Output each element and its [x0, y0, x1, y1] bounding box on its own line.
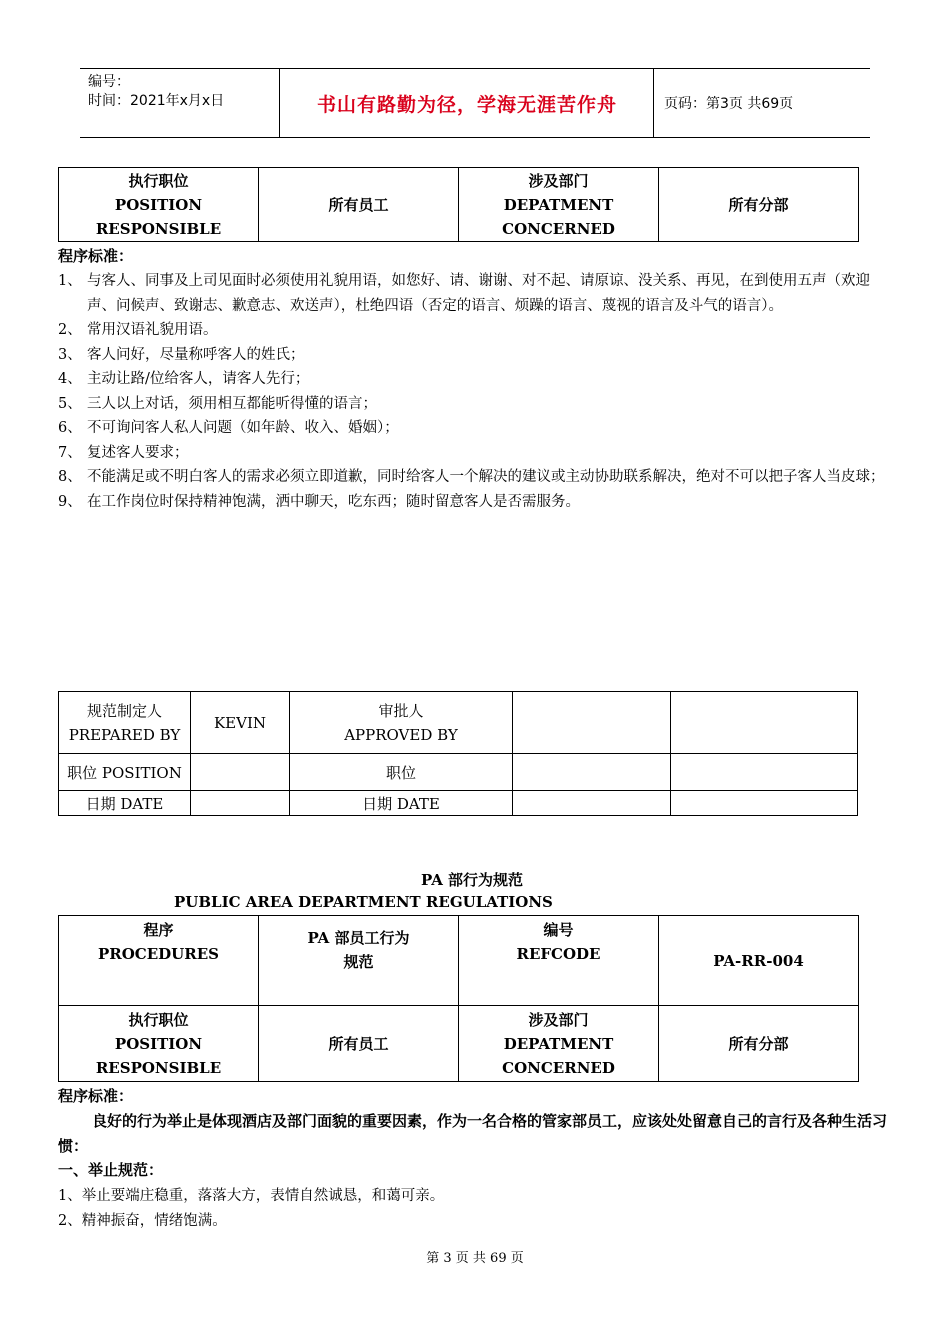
date-label-2: 日期 DATE: [290, 791, 513, 816]
list-item-number: 4、: [58, 371, 82, 387]
refcode-cn: 编号: [543, 921, 574, 939]
dept-en: DEPATMENT: [503, 195, 614, 214]
date-value-2: [513, 791, 671, 816]
refcode-header-cell: [459, 916, 659, 1006]
list-item: [58, 318, 898, 343]
list-item-text: 复述客人要求；: [87, 444, 189, 461]
position-en-2: RESPONSIBLE: [95, 219, 222, 238]
list-item-number: 3、: [58, 346, 82, 363]
list-item-text: 不能满足或不明白客人的需求必须立即道歉，同时给客人一个解决的建议或主动协助联系解决，绝对不可以把子客人当皮球；: [87, 469, 885, 485]
list-item: [58, 269, 898, 318]
dept-en-2: CONCERNED: [502, 219, 615, 238]
header-meta: [80, 69, 280, 137]
position-value-1: [191, 754, 290, 791]
position-en-3: POSITION: [114, 1034, 203, 1053]
dept-value-doc2: 所有分部: [659, 1006, 859, 1082]
prepared-en: PREPARED BY: [68, 725, 181, 744]
procedure-value-line2: 规范: [343, 953, 374, 971]
procedure-table: [58, 915, 859, 1082]
list-item: [58, 367, 898, 392]
procedure-header-cell: [59, 916, 259, 1006]
list-item-number: 5、: [58, 395, 82, 412]
list-item: [58, 490, 898, 515]
standards-list: [58, 269, 898, 514]
position-value-doc2: 所有员工: [259, 1006, 459, 1082]
standards-label: 程序标准：: [58, 247, 134, 265]
list-item: [58, 441, 898, 466]
position-en-4: RESPONSIBLE: [95, 1058, 222, 1077]
position-cn-2: 执行职位: [128, 1010, 189, 1029]
date-value-3: [671, 791, 858, 816]
rule-line-1: 1、举止要端庄稳重，落落大方，表情自然诚恳，和蔼可亲。: [58, 1188, 445, 1204]
number-label: 编号：: [88, 74, 130, 90]
dept-cn: 涉及部门: [528, 171, 589, 190]
section-heading: 一、举止规范：: [58, 1161, 164, 1179]
dept-en-4: CONCERNED: [502, 1058, 615, 1077]
rule-line-2: 2、精神振奋，情绪饱满。: [58, 1213, 227, 1229]
list-item-number: 1、: [58, 273, 82, 289]
position-header-cell: [59, 168, 259, 242]
prepared-by-cell: [59, 692, 191, 754]
approved-cn: 审批人: [378, 701, 424, 720]
position-value: 所有员工: [259, 168, 459, 242]
position-value-3: [671, 754, 858, 791]
list-item-text: 三人以上对话，须用相互都能听得懂的语言；: [87, 395, 377, 412]
refcode-en: REFCODE: [516, 945, 601, 963]
position-value-2: [513, 754, 671, 791]
list-item-text: 主动让路/位给客人，请客人先行；: [87, 371, 310, 387]
position-header-cell-2: [59, 1006, 259, 1082]
list-item-number: 9、: [58, 493, 82, 510]
doc-title-en: PUBLIC AREA DEPARTMENT REGULATIONS: [174, 893, 553, 911]
list-item-number: 7、: [58, 444, 82, 461]
list-item: [58, 465, 898, 490]
list-item-number: 6、: [58, 420, 82, 436]
standards-label-2: 程序标准：: [58, 1087, 134, 1105]
procedure-cn: 程序: [143, 921, 174, 939]
signoff-table: [58, 691, 858, 816]
prepared-cn: 规范制定人: [86, 701, 162, 720]
position-label-2: 职位: [290, 754, 513, 791]
dept-header-cell-2: [459, 1006, 659, 1082]
responsibility-table: [58, 167, 859, 242]
header-page-info: 页码：第3页 共69页: [664, 96, 794, 112]
dept-header-cell: [459, 168, 659, 242]
time-label: 时间：2021年x月x日: [88, 93, 225, 109]
list-item-text: 与客人、同事及上司见面时必须使用礼貌用语，如您好、请、谢谢、对不起、请原谅、没关系、再见，在到使用五声（欢迎声、问候声、致谢志、歉意志、欢送声），杜绝四语（否定的语言、烦躁的语言、蔑视的语言及斗气的语言）。: [87, 273, 870, 314]
date-value-1: [191, 791, 290, 816]
list-item-number: 2、: [58, 322, 82, 338]
list-item-text: 在工作岗位时保持精神饱满，洒中聊天，吃东西；随时留意客人是否需服务。: [87, 493, 580, 510]
list-item: [58, 392, 898, 417]
procedure-en: PROCEDURES: [97, 945, 219, 963]
refcode-value: PA-RR-004: [659, 916, 859, 1006]
page-footer: 第 3 页 共 69 页: [426, 1251, 524, 1266]
list-item-text: 不可询问客人私人问题（如年龄、收入、婚姻）；: [87, 420, 399, 436]
list-item-number: 8、: [58, 469, 82, 485]
position-en: POSITION: [114, 195, 203, 214]
procedure-value-line1: PA 部员工行为: [307, 929, 410, 947]
intro-paragraph: 良好的行为举止是体现酒店及部门面貌的重要因素，作为一名合格的管家部员工，应该处处留意自己的言行及各种生活习惯：: [58, 1112, 888, 1155]
approved-en: APPROVED BY: [344, 725, 458, 744]
list-item-text: 常用汉语礼貌用语。: [87, 322, 218, 338]
doc-title-cn: PA 部行为规范: [421, 871, 524, 889]
prepared-value: KEVIN: [191, 692, 290, 754]
page-header: [80, 68, 870, 138]
approved-value: [513, 692, 671, 754]
procedure-value: [259, 916, 459, 1006]
dept-value: 所有分部: [659, 168, 859, 242]
dept-en-3: DEPATMENT: [503, 1034, 614, 1053]
list-item: [58, 343, 898, 368]
approved-by-cell: [290, 692, 513, 754]
position-label: 职位 POSITION: [59, 754, 191, 791]
header-motto: 书山有路勤为径，学海无涯苦作舟: [281, 69, 654, 137]
approved-extra: [671, 692, 858, 754]
date-label: 日期 DATE: [59, 791, 191, 816]
list-item: [58, 416, 898, 441]
dept-cn-2: 涉及部门: [528, 1010, 589, 1029]
list-item-text: 客人问好，尽量称呼客人的姓氏；: [87, 346, 305, 363]
position-cn: 执行职位: [128, 171, 189, 190]
